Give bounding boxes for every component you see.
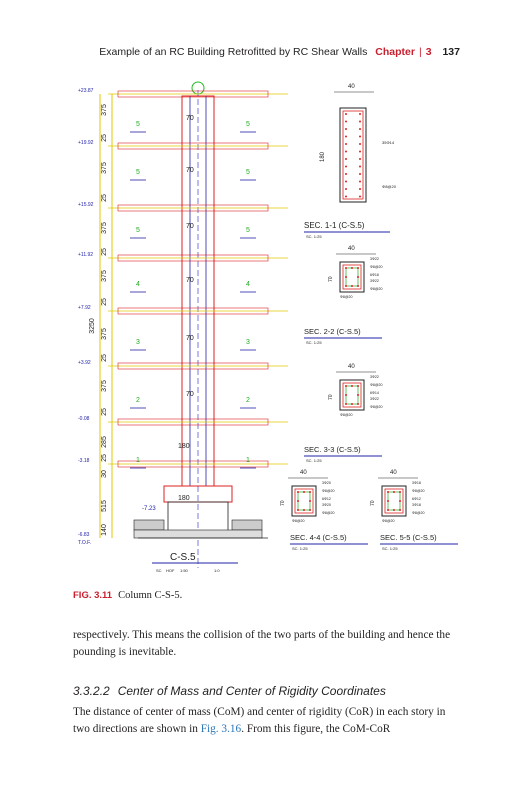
section-4	[280, 470, 368, 551]
rebar	[345, 181, 347, 183]
section-depth: 70	[328, 276, 334, 282]
section-2	[304, 246, 383, 345]
section-marker: 5	[136, 227, 140, 234]
section-title: SEC. 4-4 (C-S.5)	[290, 533, 347, 542]
rebar	[357, 394, 359, 396]
rebar-note: 6Φ16	[370, 273, 379, 277]
paragraph-2	[73, 704, 463, 738]
section-marker: 4	[246, 281, 250, 288]
rebar	[357, 385, 359, 387]
level-label: +23.87	[78, 88, 94, 94]
rebar	[309, 491, 311, 493]
rebar-note: Φ8@20	[412, 511, 425, 515]
section-1-1	[304, 84, 397, 239]
dimension-label: 375	[101, 380, 108, 392]
elevation-scale-150: 1:50	[180, 568, 188, 573]
chapter-number: 3	[425, 46, 432, 58]
rebar	[345, 128, 347, 130]
rebar	[399, 509, 401, 511]
rebar-note: Φ8@20	[382, 184, 396, 189]
rebar-note: Φ8@20	[370, 383, 383, 387]
column-drawing-svg	[78, 76, 460, 580]
section-width: 40	[348, 364, 355, 370]
rebar-note: 3Φ20	[322, 503, 331, 507]
rebar	[387, 491, 389, 493]
rebar	[345, 267, 347, 269]
rebar	[345, 403, 347, 405]
section-marker: 5	[136, 169, 140, 176]
rebar-note: Φ8@20	[340, 295, 353, 299]
dimension-label: 25	[101, 354, 108, 362]
section-marker: 5	[136, 121, 140, 128]
section-marker: 1	[246, 457, 250, 464]
rebar	[345, 196, 347, 198]
rebar-note: Φ8@20	[370, 405, 383, 409]
rebar	[393, 491, 395, 493]
figure-caption	[73, 590, 182, 601]
section-outline	[292, 486, 316, 516]
section-title: SEC. 2-2 (C-S.5)	[304, 327, 361, 336]
section-marker: 5	[246, 121, 250, 128]
elevation-scale-sc: SC	[156, 568, 162, 573]
stirrup	[343, 111, 363, 199]
section-marker: 5	[246, 227, 250, 234]
running-title: Example of an RC Building Retrofitted by RC Shear Walls	[99, 46, 368, 58]
rebar-note: Φ8@20	[412, 489, 425, 493]
rebar	[351, 267, 353, 269]
dimension-label: 25	[101, 134, 108, 142]
rebar-note: 35Φ14	[382, 140, 395, 145]
paragraph-2-text: The distance of center of mass (CoM) and center of rigidity (CoR) in each story in two directions are shown in	[73, 706, 446, 735]
rebar-note: Φ8@20	[370, 287, 383, 291]
dimension-label: 25	[101, 454, 108, 462]
dimension-label: 515	[101, 500, 108, 512]
section-width: 40	[300, 470, 307, 476]
section-scale: SC. 1:25	[292, 546, 308, 551]
section-title: Center of Mass and Center of Rigidity Coordinates	[117, 684, 386, 698]
section-scale: SC. 1:25	[306, 458, 322, 463]
tie	[346, 386, 358, 404]
dimension-label: 375	[101, 270, 108, 282]
dimension-label: 25	[101, 248, 108, 256]
rebar	[357, 285, 359, 287]
rebar	[399, 500, 401, 502]
running-head	[60, 46, 460, 58]
rebar-note: 6Φ14	[370, 391, 379, 395]
dimension-label: 25	[101, 194, 108, 202]
section-marker: 2	[246, 397, 250, 404]
rebar	[359, 196, 361, 198]
section-number: 3.3.2.2	[73, 684, 110, 698]
rebar	[309, 509, 311, 511]
rebar	[345, 136, 347, 138]
level-label: +11.92	[78, 252, 94, 258]
rebar	[345, 151, 347, 153]
level-label: -3.18	[78, 458, 90, 464]
rebar	[345, 385, 347, 387]
column-mark: 180	[178, 443, 190, 450]
rebar	[351, 385, 353, 387]
rebar	[351, 403, 353, 405]
rebar	[357, 403, 359, 405]
cross-sections	[280, 84, 458, 551]
rebar-note: Φ8@20	[382, 519, 395, 523]
rebar-note: 3Φ18	[412, 481, 421, 485]
page-number: 137	[442, 46, 460, 58]
rebar	[345, 285, 347, 287]
tie	[388, 492, 400, 510]
section-scale: SC. 1:25	[306, 234, 322, 239]
column-mark: 70	[186, 391, 194, 398]
rebar-note: 3Φ22	[370, 397, 379, 401]
dimension-label: 25	[101, 408, 108, 416]
level-label: -0.08	[78, 416, 90, 422]
rebar	[359, 121, 361, 123]
section-outline	[340, 108, 366, 202]
section-scale: SC. 1:25	[382, 546, 398, 551]
section-outline	[340, 380, 364, 410]
rebar	[359, 188, 361, 190]
dimension-label: 25	[101, 298, 108, 306]
section-marker: 3	[246, 339, 250, 346]
rebar	[345, 394, 347, 396]
paragraph-1: respectively. This means the collision of the two parts of the building and hence the pounding is inevitable.	[73, 629, 451, 658]
rebar-note: 3Φ22	[370, 375, 379, 379]
section-marker: 2	[136, 397, 140, 404]
section-marker: 3	[136, 339, 140, 346]
rebar-note: 3Φ18	[412, 503, 421, 507]
level-label: T.O.F.	[78, 540, 92, 546]
figure-column-drawing	[78, 76, 460, 580]
rebar	[399, 491, 401, 493]
rebar	[357, 267, 359, 269]
section-depth: 180	[320, 151, 326, 162]
rebar	[309, 500, 311, 502]
rebar-note: 3Φ20	[322, 481, 331, 485]
overall-dimension-label: 3250	[89, 318, 96, 334]
rebar-note: Φ8@20	[322, 489, 335, 493]
rebar	[345, 143, 347, 145]
rebar	[359, 158, 361, 160]
section-marker: 5	[246, 169, 250, 176]
column-mark: 70	[186, 335, 194, 342]
section-depth: 70	[328, 394, 334, 400]
dimension-label: 375	[101, 328, 108, 340]
dimension-label: 30	[101, 470, 108, 478]
dimension-label: 375	[101, 104, 108, 116]
rebar	[345, 158, 347, 160]
figure-reference-link[interactable]: Fig. 3.16	[200, 723, 242, 735]
paragraph-2-text-end: . From this figure, the CoM-CoR	[241, 723, 391, 735]
rebar	[359, 151, 361, 153]
rebar	[345, 276, 347, 278]
chapter-label: Chapter	[375, 46, 415, 58]
rebar	[303, 509, 305, 511]
section-depth: 70	[280, 500, 286, 506]
column-mark: 70	[186, 115, 194, 122]
rebar	[303, 491, 305, 493]
column-mark: 70	[186, 277, 194, 284]
rebar	[345, 113, 347, 115]
rebar-note: Φ8@20	[292, 519, 305, 523]
rebar-note: Φ8@20	[322, 511, 335, 515]
rebar-note: 3Φ22	[370, 257, 379, 261]
elevation-scale-hof: HOF	[166, 568, 175, 573]
rebar	[387, 509, 389, 511]
caption-label: FIG. 3.11	[73, 590, 113, 601]
rebar	[297, 509, 299, 511]
section-width: 40	[390, 470, 397, 476]
rebar	[393, 509, 395, 511]
dimension-label: 285	[101, 436, 108, 448]
section-heading	[73, 684, 386, 698]
rebar-note: 6Φ12	[412, 497, 421, 501]
dimension-label: 375	[101, 162, 108, 174]
chapter-separator: |	[418, 46, 422, 58]
elevation-scale-10: 1:0	[214, 568, 220, 573]
floor-lines	[78, 88, 288, 546]
rebar-note: Φ8@20	[340, 413, 353, 417]
section-marker: 4	[136, 281, 140, 288]
level-label: +3.92	[78, 360, 91, 366]
rebar	[359, 173, 361, 175]
rebar	[297, 491, 299, 493]
rebar-note: 3Φ22	[370, 279, 379, 283]
level-label: +7.92	[78, 305, 91, 311]
rebar	[387, 500, 389, 502]
rebar	[345, 166, 347, 168]
column-mark: 180	[178, 495, 190, 502]
section-5	[370, 470, 458, 551]
rebar	[359, 128, 361, 130]
rebar	[359, 136, 361, 138]
tie	[346, 268, 358, 286]
section-title: SEC. 3-3 (C-S.5)	[304, 445, 361, 454]
section-marker: 1	[136, 457, 140, 464]
rebar-note: Φ8@20	[370, 265, 383, 269]
section-3	[304, 364, 383, 463]
column-mark: 70	[186, 167, 194, 174]
section-depth: 70	[370, 500, 376, 506]
elevation-title: C-S.5	[170, 552, 196, 563]
rebar	[359, 181, 361, 183]
rebar	[345, 121, 347, 123]
rebar	[357, 276, 359, 278]
section-scale: SC. 1:25	[306, 340, 322, 345]
section-outline	[340, 262, 364, 292]
column-mark: 70	[186, 223, 194, 230]
section-width: 40	[348, 84, 355, 90]
level-label: -6.83	[78, 532, 90, 538]
tie	[298, 492, 310, 510]
rebar	[359, 166, 361, 168]
level-label: +19.92	[78, 140, 94, 146]
section-outline	[382, 486, 406, 516]
rebar	[345, 173, 347, 175]
rebar	[345, 188, 347, 190]
rebar	[359, 143, 361, 145]
left-dimensions	[89, 104, 108, 536]
caption-text: Column C-S-5.	[118, 590, 183, 601]
section-width: 40	[348, 246, 355, 252]
rebar	[297, 500, 299, 502]
rebar-note: 6Φ12	[322, 497, 331, 501]
rebar	[351, 285, 353, 287]
dimension-label: 140	[101, 524, 108, 536]
level-label: +15.92	[78, 202, 94, 208]
rebar	[359, 113, 361, 115]
section-title: SEC. 1-1 (C-S.5)	[304, 221, 365, 230]
section-title: SEC. 5-5 (C-S.5)	[380, 533, 437, 542]
dimension-label: 375	[101, 222, 108, 234]
neg-level-label: -7.23	[142, 506, 156, 512]
